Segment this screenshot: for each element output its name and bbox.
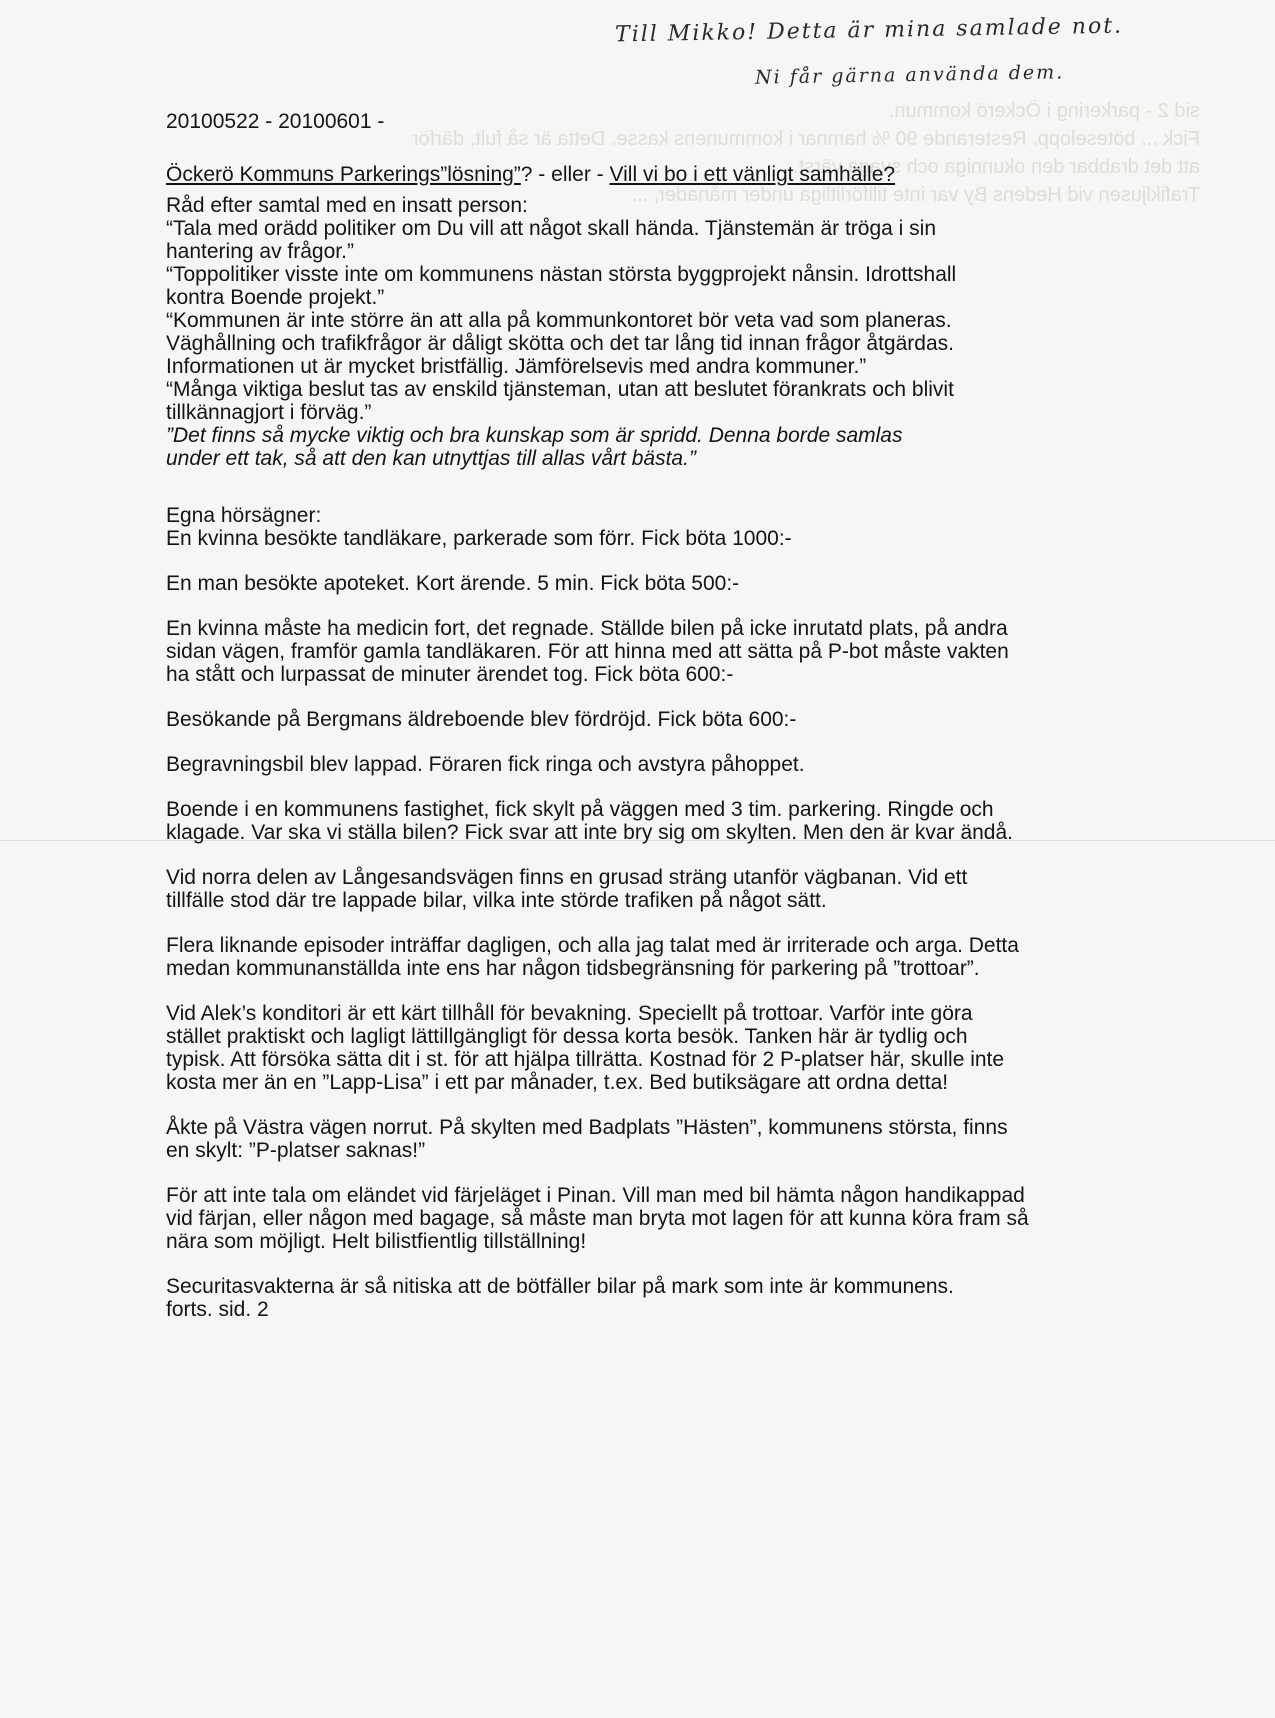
title-part-2: Vill vi bo i ett vänligt samhälle? (609, 163, 896, 186)
quote-line: “Toppolitiker visste inte om kommunens nästan största byggprojekt nånsin. Idrottshall (166, 263, 957, 286)
continued-note: forts. sid. 2 (166, 1298, 269, 1321)
quote-line: Informationen ut är mycket bristfällig. Jämförelsevis med andra kommuner.” (166, 355, 867, 378)
handwritten-line-1: Till Mikko! Detta är mina samlade not. (614, 13, 1124, 48)
paragraph: En kvinna besökte tandläkare, parkerade som förr. Fick böta 1000:- (166, 527, 792, 550)
paragraph: Åkte på Västra vägen norrut. På skylten med Badplats ”Hästen”, kommunens största, finns en skylt: ”P-platser saknas!” (166, 1116, 1008, 1162)
closing-line: Securitasvakterna är så nitiska att de bötfäller bilar på mark som inte är kommunens. (166, 1275, 954, 1298)
paragraph: Boende i en kommunens fastighet, fick skylt på väggen med 3 tim. parkering. Ringde och klagade. Var ska vi ställa bilen? Fick svar att inte bry sig om skylten. Men den är kvar ändå. (166, 798, 1013, 844)
bleed-line: Trafikljusen vid Hedens By var inte tillförlitliga under månader, ... (631, 184, 1200, 206)
advice-intro: Råd efter samtal med en insatt person: (166, 194, 528, 217)
quote-line: “Många viktiga beslut tas av enskild tjänsteman, utan att beslutet förankrats och blivit (166, 378, 954, 401)
document-title (166, 163, 1146, 186)
bleed-line: Fick ... böteselopp. Resterande 90 % hamnar i kommunens kasse. Detta är så fult, därför (411, 128, 1200, 150)
quote-line: kontra Boende projekt.” (166, 286, 385, 309)
paragraph: Vid Alek’s konditori är ett kärt tillhåll för bevakning. Speciellt på trottoar. Varför inte göra stället praktiskt och lagligt lättillgängligt för dessa korta besök. Tanken här är tydlig och typisk. Att försöka sätta dit i st. för att hjälpa tillrätta. Kostnad för 2 P-platser här, skulle inte kosta mer än en ”Lapp-Lisa” i ett par månader, t.ex. Bed butiksägare att ordna detta! (166, 1002, 1005, 1094)
quote-line: “Kommunen är inte större än att alla på kommunkontoret bör veta vad som planeras. (166, 309, 952, 332)
title-part-1: Öckerö Kommuns Parkerings”lösning” (166, 163, 521, 186)
paragraph: Vid norra delen av Långesandsvägen finns en grusad sträng utanför vägbanan. Vid ett tillfälle stod där tre lappade bilar, vilka inte störde trafiken på något sätt. (166, 866, 968, 912)
paragraph: För att inte tala om eländet vid färjeläget i Pinan. Vill man med bil hämta någon handikappad vid färjan, eller någon med bagage, så måste man bryta mot lagen för att kunna köra fram så nära som möjligt. Helt bilistfientlig tillställning! (166, 1184, 1029, 1253)
paragraph: Besökande på Bergmans äldreboende blev fördröjd. Fick böta 600:- (166, 708, 797, 731)
title-separator: ? - eller - (520, 163, 610, 186)
document-body (166, 110, 1146, 1321)
hearsay-heading: Egna hörsägner: (166, 504, 322, 527)
handwritten-line-2: Ni får gärna använda dem. (754, 61, 1065, 89)
date-range: 20100522 - 20100601 - (166, 110, 385, 133)
paragraph: En kvinna måste ha medicin fort, det regnade. Ställde bilen på icke inrutatd plats, på andra sidan vägen, framför gamla tandläkaren. För att hinna med att sätta på P-bot måste vakten ha stått och lurpassat de minuter ärendet tog. Fick böta 600:- (166, 617, 1009, 686)
paragraph: Begravningsbil blev lappad. Föraren fick ringa och avstyra påhoppet. (166, 753, 805, 776)
quote-line: “Tala med orädd politiker om Du vill att något skall hända. Tjänstemän är tröga i sin (166, 217, 936, 240)
bleed-line: sid 2 - parkering i Öckerö kommun. (888, 100, 1200, 122)
italic-quote-line: under ett tak, så att den kan utnyttjas till allas vårt bästa.” (166, 447, 696, 470)
quote-line: Väghållning och trafikfrågor är dåligt skötta och det tar lång tid innan frågor åtgärdas. (166, 332, 954, 355)
bleed-line: att det drabbar den okunniga och svaga värst. (793, 156, 1200, 178)
quote-line: tillkännagjort i förväg.” (166, 401, 372, 424)
quote-line: hantering av frågor.” (166, 240, 354, 263)
paragraph: En man besökte apoteket. Kort ärende. 5 min. Fick böta 500:- (166, 572, 740, 595)
italic-quote-line: ”Det finns så mycke viktig och bra kunskap som är spridd. Denna borde samlas (166, 424, 903, 447)
paragraph: Flera liknande episoder inträffar dagligen, och alla jag talat med är irriterade och arga. Detta medan kommunanställda inte ens har någon tidsbegränsning för parkering på ”trottoar”. (166, 934, 1019, 980)
